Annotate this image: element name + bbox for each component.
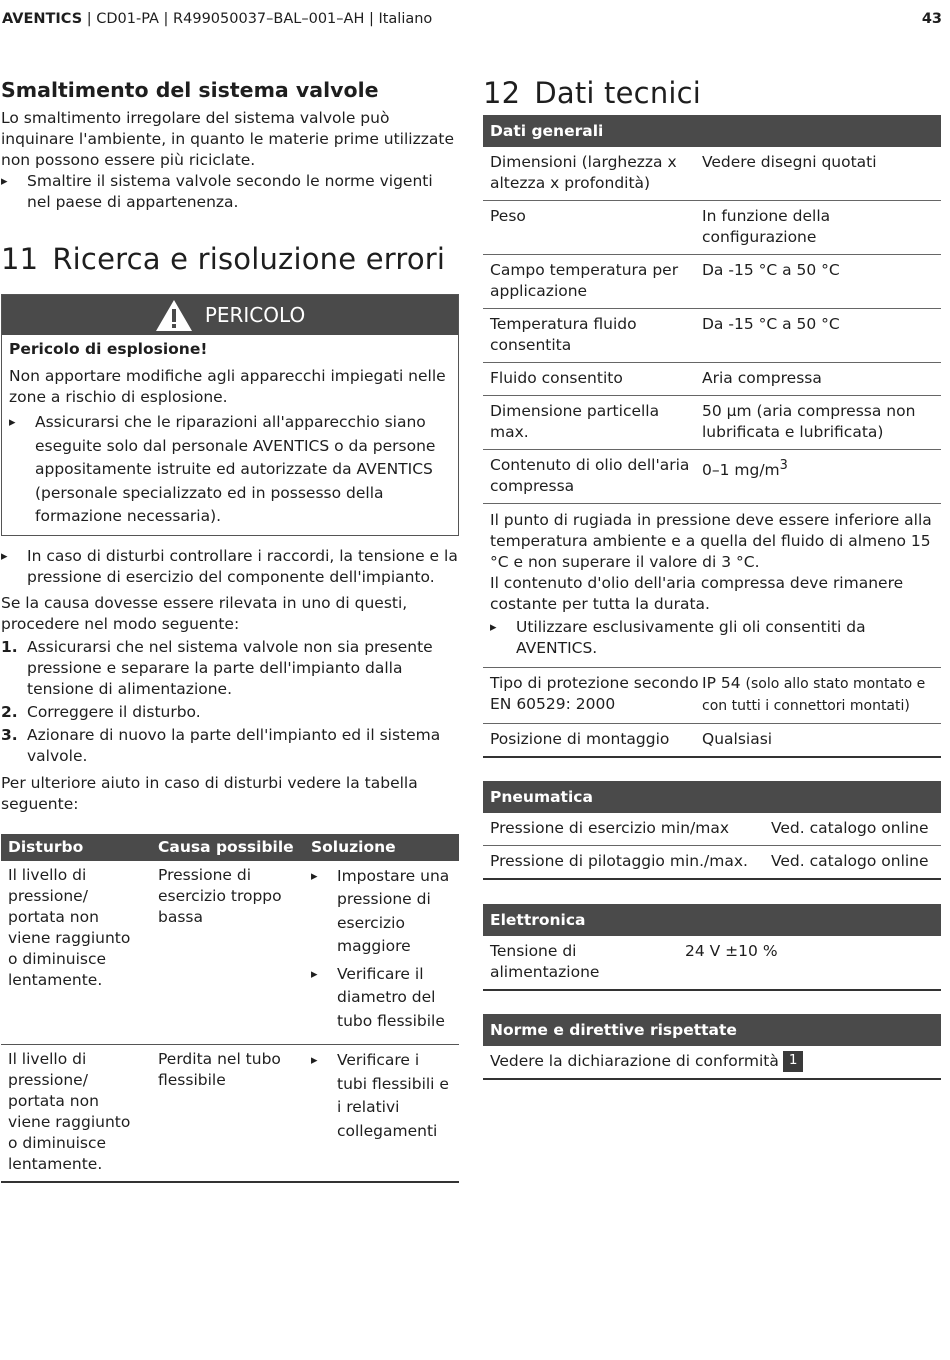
solution-item: ▸ Verificare i tubi flessibili e i relativi collegamenti — [311, 1049, 452, 1143]
general-data-header: Dati generali — [483, 115, 941, 147]
table-header-row — [1, 834, 459, 861]
spec-value — [702, 455, 934, 497]
reference-badge: 1 — [783, 1051, 804, 1072]
danger-text: Non apportare modifiche agli apparecchi impiegati nelle zone a rischio di esplosione. — [9, 367, 446, 406]
spec-row — [483, 147, 941, 201]
chapter-11-heading: Ricerca e risoluzione errori — [52, 242, 446, 276]
disposal-bullet: ▸ Smaltire il sistema valvole secondo le norme vigenti nel paese di appartenenza. — [1, 171, 459, 213]
norms-header: Norme e direttive rispettate — [483, 1014, 941, 1046]
spec-row — [483, 450, 941, 504]
header-cause: Causa possibile — [151, 834, 304, 861]
spec-key: Tensione di alimentazione — [490, 942, 600, 981]
norms-row — [483, 1046, 941, 1080]
danger-bullet: ▸ Assicurarsi che le riparazioni all'apparecchio siano eseguite solo dal personale AVENTICS o da persone appositamente istruite ed autorizzate da AVENTICS (personale specializzato ed in possesso della formazione necessaria). — [9, 411, 450, 529]
spec-row — [483, 668, 941, 724]
chapter-12-heading: Dati tecnici — [534, 76, 702, 110]
spec-row — [483, 396, 941, 450]
warning-triangle-icon — [155, 299, 193, 332]
spec-value: Vedere disegni quotati — [702, 153, 877, 171]
step-2-number: 2. — [1, 702, 18, 721]
cause-cell: Pressione di esercizio troppo bassa — [151, 861, 304, 1045]
chapter-11-title — [1, 242, 459, 276]
header-fault: Disturbo — [1, 834, 151, 861]
solution-cell — [304, 861, 459, 1045]
spec-value: Aria compressa — [702, 369, 822, 387]
spec-row — [483, 846, 941, 880]
spec-value: Ved. catalogo online — [771, 852, 929, 870]
fault-cell: Il livello di pressione/ portata non viene raggiunto o diminuisce lentamente. — [1, 861, 151, 1045]
danger-label: PERICOLO — [204, 302, 306, 327]
procedure-intro: Se la causa dovesse essere rilevata in uno di questi, procedere nel modo seguente: — [1, 593, 408, 633]
spec-row — [483, 813, 941, 846]
solution-item: ▸ Verificare il diametro del tubo flessibile — [311, 963, 452, 1034]
danger-title: Pericolo di esplosione! — [9, 340, 208, 358]
solution-item: ▸ Impostare una pressione di esercizio maggiore — [311, 865, 452, 959]
spec-key: Dimensioni (larghezza x altezza x profondità) — [490, 153, 677, 192]
spec-value: 50 µm (aria compressa non lubrificata e lubrificata) — [702, 402, 916, 441]
spec-key: Temperatura fluido consentita — [490, 315, 637, 354]
danger-bar — [2, 295, 458, 335]
protection-note: (solo allo stato montato e con tutti i connettori montati) — [702, 676, 926, 714]
chapter-12-number: 12 — [483, 76, 521, 110]
table-row — [1, 861, 459, 1045]
spec-row — [483, 309, 941, 363]
protection-value: IP 54 — [702, 674, 746, 692]
oil-note: Il contenuto d'olio dell'aria compressa deve rimanere costante per tutta la durata. — [490, 574, 904, 613]
spec-value: Qualsiasi — [702, 730, 773, 748]
fault-cell: Il livello di pressione/ portata non viene raggiunto o diminuisce lentamente. — [1, 1045, 151, 1183]
danger-box — [1, 294, 459, 536]
spec-key: Fluido consentito — [490, 369, 623, 387]
spec-row — [483, 201, 941, 255]
spec-key: Dimensione particella max. — [490, 402, 660, 441]
table-row — [1, 1045, 459, 1183]
step-3-number: 3. — [1, 725, 18, 744]
spec-row — [483, 363, 941, 396]
spec-key: Tipo di protezione secondo EN 60529: 2000 — [490, 674, 699, 713]
electronics-header: Elettronica — [483, 904, 941, 936]
troubleshooting-table — [1, 834, 459, 1184]
spec-row — [483, 724, 941, 758]
norms-text: Vedere la dichiarazione di conformità — [490, 1052, 779, 1070]
dew-point-note: Il punto di rugiada in pressione deve essere inferiore alla temperatura ambiente e a quella del fluido di almeno 15 °C e non superare il valore di 3 °C. — [490, 511, 932, 571]
oil-value: 0–1 mg/m — [702, 461, 780, 480]
step-1-number: 1. — [1, 637, 18, 656]
spec-key: Pressione di pilotaggio min./max. — [490, 852, 748, 870]
notes-block — [483, 504, 941, 668]
pneumatic-header: Pneumatica — [483, 781, 941, 813]
spec-key: Campo temperatura per applicazione — [490, 261, 679, 300]
chapter-11-number: 11 — [1, 242, 39, 276]
spec-key: Peso — [490, 207, 526, 225]
cause-cell: Perdita nel tubo flessibile — [151, 1045, 304, 1183]
spec-value — [702, 673, 934, 717]
solution-cell — [304, 1045, 459, 1183]
spec-key: Pressione di esercizio min/max — [490, 819, 730, 837]
header-solution: Soluzione — [304, 834, 459, 861]
spec-value: In funzione della configurazione — [702, 207, 831, 246]
spec-value: Ved. catalogo online — [771, 819, 929, 837]
header-doc-info: | CD01-PA | R499050037–BAL–001–AH | Italiano — [82, 11, 433, 27]
disposal-text: Lo smaltimento irregolare del sistema valvole può inquinare l'ambiente, in quanto le materie prime utilizzate non possono essere più riciclate. — [1, 109, 454, 169]
page-header — [2, 9, 942, 30]
oil-unit-exponent: 3 — [779, 458, 788, 473]
step-3 — [1, 725, 459, 767]
chapter-12-title — [483, 76, 941, 110]
spec-value: Da -15 °C a 50 °C — [702, 261, 840, 279]
spec-value: Da -15 °C a 50 °C — [702, 315, 840, 333]
spec-row — [483, 255, 941, 309]
spec-value: 24 V ±10 % — [685, 942, 778, 960]
table-intro: Per ulteriore aiuto in caso di disturbi vedere la tabella seguente: — [1, 773, 418, 813]
check-bullet: ▸ In caso di disturbi controllare i raccordi, la tensione e la pressione di esercizio del componente dell'impianto. — [1, 546, 459, 588]
step-1 — [1, 637, 459, 700]
step-2-text: Correggere il disturbo. — [27, 702, 201, 721]
header-brand: AVENTICS — [2, 11, 83, 27]
page-number: 43 — [921, 11, 942, 27]
spec-key: Contenuto di olio dell'aria compressa — [490, 456, 690, 495]
right-column — [483, 76, 941, 1080]
oil-bullet: ▸ Utilizzare esclusivamente gli oli consentiti da AVENTICS. — [490, 617, 934, 659]
step-3-text: Azionare di nuovo la parte dell'impianto ed il sistema valvole. — [27, 725, 441, 765]
step-2 — [1, 702, 459, 723]
spec-row — [483, 936, 941, 991]
step-1-text: Assicurarsi che nel sistema valvole non sia presente pressione e separare la parte dell'impianto dalla tensione di alimentazione. — [27, 637, 433, 698]
spec-key: Posizione di montaggio — [490, 730, 670, 748]
left-column — [1, 76, 459, 1183]
disposal-title: Smaltimento del sistema valvole — [1, 78, 379, 102]
